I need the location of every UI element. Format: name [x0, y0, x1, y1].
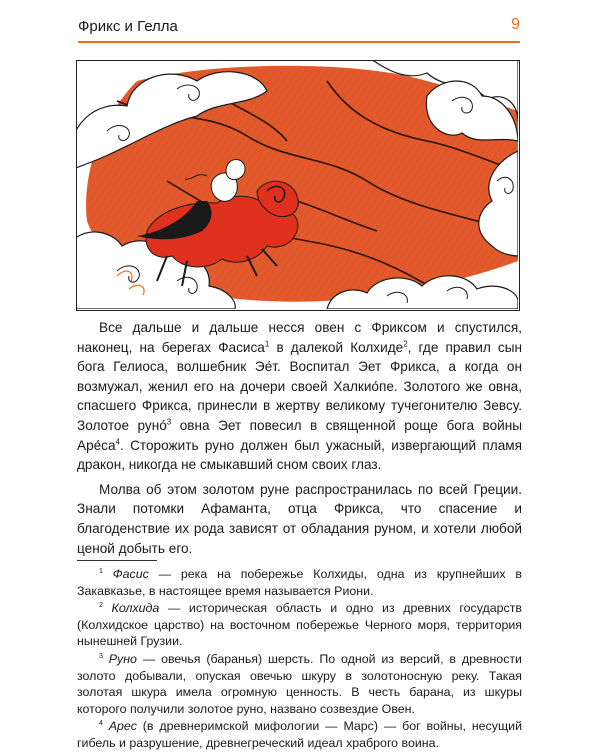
footnote-4	[77, 718, 522, 751]
footnote-number: 1	[99, 567, 103, 575]
footnote-text: — историческая область и одно из древних государств (Колхидское царство) на восточном побережье Черного моря, территория нынешней Грузии.	[77, 601, 522, 649]
footnote-term: Фасис	[112, 567, 149, 581]
paragraph-1	[77, 318, 522, 475]
header-rule	[78, 41, 520, 43]
paragraph-1-text-part-4: овна Эет повесил в священной роще бога войны Аре́са	[77, 417, 522, 453]
page-header	[78, 14, 520, 44]
footnote-text: — овечья (баранья) шерсть. По одной из версий, в древности золото добывали, опуская овечью шкуру в золотоносную реку. Такая золотая шкура имела огромную ценность. В честь барана, из шкуры которого получили золотое руно, названо созвездие Овен.	[77, 651, 522, 716]
footnote-1	[77, 566, 522, 599]
illustration-svg	[77, 61, 518, 309]
footnote-number: 3	[99, 652, 103, 660]
footnote-ref-2: 2	[403, 339, 408, 349]
illustration-phrixus-ram-flight	[76, 60, 520, 311]
paragraph-1-text-part-5: . Сторожить руно должен был ужасный, извергающий пламя дракон, никогда не смыкавший сном своих глаз.	[77, 437, 522, 473]
footnote-2	[77, 600, 522, 650]
footnote-3	[77, 651, 522, 717]
footnote-term: Колхида	[111, 601, 160, 616]
footnote-ref-1: 1	[264, 339, 270, 349]
footnote-ref-4: 4	[115, 437, 120, 447]
paragraph-1-text-part-2: в далекой Колхиде	[269, 339, 404, 355]
page-number: 9	[511, 16, 520, 33]
footnote-term: Руно	[108, 651, 137, 666]
footnotes	[77, 566, 522, 752]
footnote-separator	[77, 560, 157, 561]
footnote-ref-3: 3	[166, 417, 172, 427]
paragraph-1-text-part-3: , где правил сын бога Гелиоса, волшебник Эе́т. Воспитал Эет Фрикса, а когда он возмужал, женил его на дочери своей Халкио́пе. Золотого же овна, спасшего Фрикса, принесли в жертву великому тучегонителю Зевсу. Золотое руно́	[77, 339, 522, 433]
footnote-number: 2	[99, 602, 103, 610]
chapter-title: Фрикс и Гелла	[78, 18, 178, 35]
paragraph-2: Молва об этом золотом руне распространилась по всей Греции. Знали потомки Афаманта, отца Фрикса, что спасение и благоденствие их рода зависят от обладания руном, и хотели любой ценой добыть его.	[77, 481, 522, 556]
main-text	[77, 318, 522, 558]
footnote-text: (в древнеримской мифологии — Марс) — бог войны, несущий гибель и разрушение, древнегреческий идеал храброго воина.	[77, 719, 522, 750]
footnote-number: 4	[99, 720, 103, 728]
footnote-term: Арес	[108, 719, 137, 734]
footnote-text: — река на побережье Колхиды, одна из крупнейших в Закавказье, в настоящее время называется Риони.	[77, 567, 522, 598]
paragraph-1-text-part-1: Все дальше и дальше несся овен с Фриксом и спустился, наконец, на берегах Фасиса	[77, 320, 522, 355]
